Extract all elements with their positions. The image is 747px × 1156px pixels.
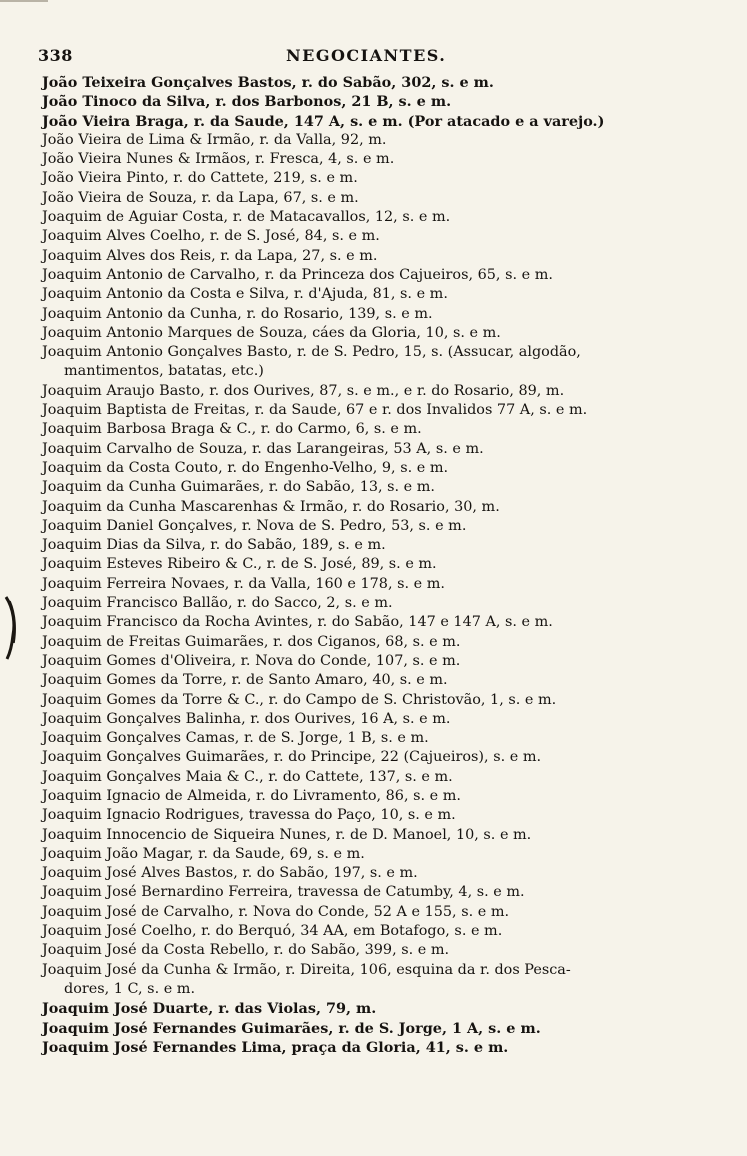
- list-item: Joaquim Francisco Ballão, r. do Sacco, 2, s. e m.: [42, 595, 393, 612]
- list-item: Joaquim José Fernandes Guimarães, r. de S. Jorge, 1 A, s. e m.: [42, 1019, 541, 1037]
- list-item: Joaquim Gomes da Torre, r. de Santo Amaro, 40, s. e m.: [42, 672, 448, 689]
- list-item: João Vieira Pinto, r. do Cattete, 219, s. e m.: [42, 170, 358, 187]
- margin-bracket-mark: [4, 595, 18, 661]
- list-item: Joaquim Gonçalves Maia & C., r. do Cattete, 137, s. e m.: [42, 768, 453, 785]
- list-item: Joaquim Carvalho de Souza, r. das Larangeiras, 53 A, s. e m.: [42, 440, 484, 457]
- list-item: Joaquim Gomes d'Oliveira, r. Nova do Conde, 107, s. e m.: [42, 652, 461, 669]
- list-item: Joaquim Antonio da Costa e Silva, r. d'Ajuda, 81, s. e m.: [42, 286, 448, 303]
- running-title: NEGOCIANTES.: [286, 46, 447, 65]
- list-item: Joaquim José Bernardino Ferreira, travessa de Catumby, 4, s. e m.: [42, 884, 525, 901]
- page-number: 338: [38, 46, 73, 65]
- list-item: Joaquim Alves Coelho, r. de S. José, 84, s. e m.: [42, 228, 380, 245]
- list-item: Joaquim José Coelho, r. do Berquó, 34 AA, em Botafogo, s. e m.: [42, 923, 503, 940]
- list-item: Joaquim Barbosa Braga & C., r. do Carmo, 6, s. e m.: [42, 421, 422, 438]
- list-item: Joaquim Daniel Gonçalves, r. Nova de S. Pedro, 53, s. e m.: [42, 517, 467, 534]
- list-item: João Vieira de Souza, r. da Lapa, 67, s. e m.: [42, 189, 359, 206]
- list-item: Joaquim Antonio da Cunha, r. do Rosario, 139, s. e m.: [42, 305, 433, 322]
- list-item: Joaquim José Alves Bastos, r. do Sabão, 197, s. e m.: [42, 865, 418, 882]
- list-item: Joaquim Dias da Silva, r. do Sabão, 189, s. e m.: [42, 537, 386, 554]
- merchant-list: [42, 73, 702, 1057]
- list-item: Joaquim José Fernandes Lima, praça da Gloria, 41, s. e m.: [42, 1038, 509, 1056]
- list-item: Joaquim Antonio Marques de Souza, cáes da Gloria, 10, s. e m.: [42, 324, 501, 341]
- list-item: Joaquim José da Cunha & Irmão, r. Direita, 106, esquina da r. dos Pesca-: [42, 961, 571, 978]
- list-item: Joaquim da Costa Couto, r. do Engenho-Velho, 9, s. e m.: [42, 459, 449, 476]
- list-item: Joaquim Antonio Gonçalves Basto, r. de S. Pedro, 15, s. (Assucar, algodão,: [42, 344, 581, 361]
- list-item: Joaquim Ferreira Novaes, r. da Valla, 160 e 178, s. e m.: [42, 575, 445, 592]
- list-item: João Tinoco da Silva, r. dos Barbonos, 21 B, s. e m.: [42, 93, 452, 111]
- list-item: Joaquim de Freitas Guimarães, r. dos Ciganos, 68, s. e m.: [42, 633, 461, 650]
- list-item: Joaquim João Magar, r. da Saude, 69, s. e m.: [42, 845, 365, 862]
- list-item: Joaquim Innocencio de Siqueira Nunes, r. de D. Manoel, 10, s. e m.: [42, 826, 532, 843]
- list-item: Joaquim José de Carvalho, r. Nova do Conde, 52 A e 155, s. e m.: [42, 903, 510, 920]
- list-item: Joaquim Gonçalves Camas, r. de S. Jorge, 1 B, s. e m.: [42, 730, 429, 747]
- list-item: Joaquim Esteves Ribeiro & C., r. de S. José, 89, s. e m.: [42, 556, 437, 573]
- list-item: Joaquim Gonçalves Guimarães, r. do Principe, 22 (Cajueiros), s. e m.: [42, 749, 542, 766]
- list-item: Joaquim José Duarte, r. das Violas, 79, m.: [42, 1000, 377, 1018]
- list-item-continuation: mantimentos, batatas, etc.): [64, 363, 264, 380]
- list-item-continuation: dores, 1 C, s. e m.: [64, 980, 196, 997]
- list-item: Joaquim José da Costa Rebello, r. do Sabão, 399, s. e m.: [42, 942, 450, 959]
- list-item: Joaquim Francisco da Rocha Avintes, r. do Sabão, 147 e 147 A, s. e m.: [42, 614, 553, 631]
- page-edge-rule: [0, 0, 48, 2]
- list-item: João Vieira Braga, r. da Saude, 147 A, s. e m. (Por atacado e a varejo.): [42, 112, 605, 130]
- list-item: Joaquim Araujo Basto, r. dos Ourives, 87, s. e m., e r. do Rosario, 89, m.: [42, 382, 565, 399]
- page-header: [38, 46, 678, 70]
- list-item: Joaquim Antonio de Carvalho, r. da Princeza dos Cajueiros, 65, s. e m.: [42, 266, 553, 283]
- list-item: Joaquim da Cunha Mascarenhas & Irmão, r. do Rosario, 30, m.: [42, 498, 500, 515]
- list-item: João Vieira de Lima & Irmão, r. da Valla, 92, m.: [42, 131, 387, 148]
- list-item: Joaquim Ignacio de Almeida, r. do Livramento, 86, s. e m.: [42, 787, 461, 804]
- list-item: Joaquim de Aguiar Costa, r. de Matacavallos, 12, s. e m.: [42, 209, 451, 226]
- list-item: Joaquim Ignacio Rodrigues, travessa do Paço, 10, s. e m.: [42, 807, 456, 824]
- list-item: Joaquim Gonçalves Balinha, r. dos Ourives, 16 A, s. e m.: [42, 710, 451, 727]
- list-item: Joaquim Alves dos Reis, r. da Lapa, 27, s. e m.: [42, 247, 378, 264]
- list-item: Joaquim da Cunha Guimarães, r. do Sabão, 13, s. e m.: [42, 479, 435, 496]
- list-item: João Vieira Nunes & Irmãos, r. Fresca, 4, s. e m.: [42, 151, 395, 168]
- list-item: João Teixeira Gonçalves Bastos, r. do Sabão, 302, s. e m.: [42, 74, 494, 91]
- list-item: Joaquim Baptista de Freitas, r. da Saude, 67 e r. dos Invalidos 77 A, s. e m.: [42, 402, 588, 419]
- list-item: Joaquim Gomes da Torre & C., r. do Campo de S. Christovão, 1, s. e m.: [42, 691, 557, 708]
